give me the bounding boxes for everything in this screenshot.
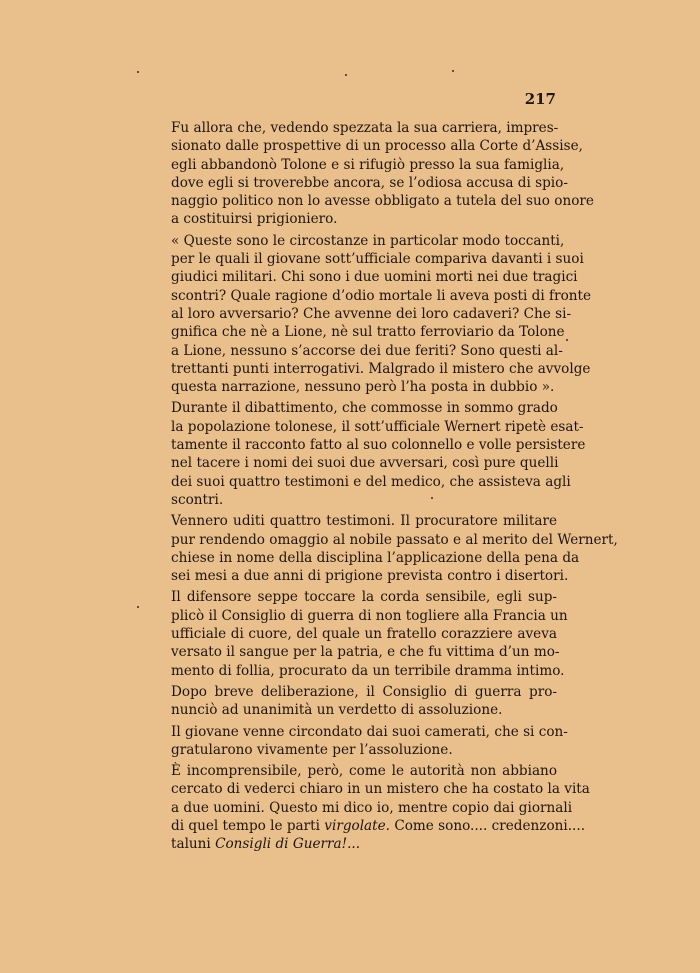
body-text: [143, 119, 618, 854]
text-line: Il difensore seppe toccare la corda sensibile, egli sup-: [171, 589, 557, 606]
text-line: dei suoi quattro testimoni e del medico, che assisteva agli: [171, 473, 571, 490]
text-line: Il giovane venne circondato dai suoi camerati, che si con-: [171, 723, 568, 740]
text-line: dove egli si troverebbe ancora, se l’odiosa accusa di spio-: [171, 174, 568, 191]
text-line: È incomprensibile, però, come le autorità non abbiano: [171, 763, 557, 780]
italic-text: Consigli di Guerra!...: [215, 836, 361, 853]
text-line: Vennero uditi quattro testimoni. Il procuratore militare: [171, 513, 557, 530]
text-line: Durante il dibattimento, che commosse in sommo grado: [171, 400, 558, 417]
text-run: di quel tempo le parti: [171, 817, 325, 834]
text-line: Dopo breve deliberazione, il Consiglio di guerra pro-: [171, 683, 557, 700]
paper-speck: [431, 497, 433, 499]
paper-speck: [137, 606, 139, 608]
paper-speck: [137, 71, 139, 73]
paper-speck: [452, 70, 454, 72]
text-line: questa narrazione, nessuno però l’ha posta in dubbio ».: [171, 379, 555, 396]
paper-speck: [345, 74, 347, 76]
text-run: taluni: [171, 836, 216, 853]
paragraph: [143, 723, 568, 760]
text-line: nel tacere i nomi dei suoi due avversari, così pure quelli: [171, 455, 559, 472]
text-line: tamente il racconto fatto al suo colonnello e volle persistere: [171, 437, 586, 454]
paragraph: [143, 119, 594, 229]
text-line: giudici militari. Chi sono i due uomini morti nei due tragici: [171, 269, 578, 286]
text-line: a due uomini. Questo mi dico io, mentre copio dai giornali: [171, 799, 573, 816]
text-line: gratularono vivamente per l’assoluzione.: [171, 741, 453, 758]
text-line: [143, 817, 586, 835]
text-line: egli abbandonò Tolone e si rifugiò presso la sua famiglia,: [171, 156, 565, 173]
text-line: gnifica che nè a Lione, nè sul tratto ferroviario da Tolone: [171, 324, 565, 341]
paragraph: [143, 683, 557, 720]
text-run: Come sono.... credenzoni....: [390, 817, 586, 834]
text-line: sei mesi a due anni di prigione prevista contro i disertori.: [171, 568, 569, 585]
text-line: naggio politico non lo avesse obbligato a tutela del suo onore: [171, 193, 594, 210]
text-line: scontri? Quale ragione d’odio mortale li aveva posti di fronte: [171, 287, 592, 304]
text-line: versato il sangue per la patria, e che fu vittima d’un mo-: [171, 644, 560, 661]
text-line: [143, 835, 557, 853]
text-line: a costituirsi prigioniero.: [171, 211, 338, 228]
text-line: « Queste sono le circostanze in particolar modo toccanti,: [171, 232, 565, 249]
text-line: per le quali il giovane sott’ufficiale compariva davanti i suoi: [171, 251, 584, 268]
text-line: ufficiale di cuore, del quale un fratello corazziere aveva: [171, 626, 557, 643]
text-line: scontri.: [171, 491, 224, 508]
paragraph: [143, 762, 590, 853]
page-number: 217: [524, 90, 556, 108]
italic-text: virgolate.: [324, 817, 390, 834]
paragraph: [143, 588, 568, 679]
text-line: pur rendendo omaggio al nobile passato e al merito del Wernert,: [171, 531, 618, 548]
text-line: nunciò ad unanimità un verdetto di assoluzione.: [171, 702, 503, 719]
text-line: trettanti punti interrogativi. Malgrado il mistero che avvolge: [171, 360, 591, 377]
text-line: al loro avversario? Che avvenne dei loro cadaveri? Che si-: [171, 305, 572, 322]
paper-speck: [566, 339, 568, 341]
text-line: chiese in nome della disciplina l’applicazione della pena da: [171, 549, 580, 566]
text-line: a Lione, nessuno s’accorse dei due feriti? Sono questi al-: [171, 342, 563, 359]
paragraph: [143, 512, 618, 585]
text-line: cercato di vederci chiaro in un mistero che ha costato la vita: [171, 781, 590, 798]
text-line: plicò il Consiglio di guerra di non togliere alla Francia un: [171, 607, 568, 624]
paragraph: [143, 399, 586, 509]
paragraph: [143, 232, 592, 397]
text-line: sionato dalle prospettive di un processo alla Corte d’Assise,: [171, 138, 583, 155]
text-line: mento di follia, procurato da un terribile dramma intimo.: [171, 662, 565, 679]
text-line: Fu allora che, vedendo spezzata la sua carriera, impres-: [171, 120, 559, 136]
text-line: la popolazione tolonese, il sott’ufficiale Wernert ripetè esat-: [171, 418, 584, 435]
